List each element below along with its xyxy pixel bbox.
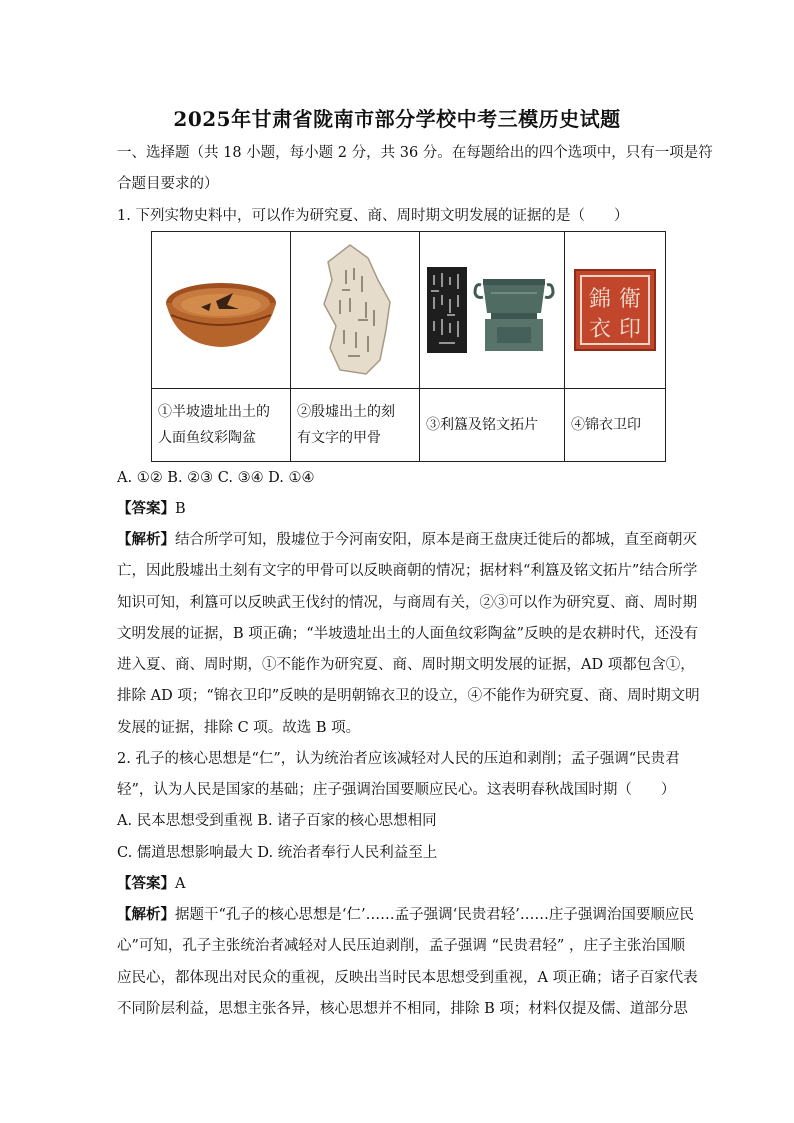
analysis-text: 据题干“孔子的核心思想是‘仁’……孟子强调‘民贵君轻’……庄子强调治国要顺应民	[175, 907, 694, 923]
section-heading-line2: 合题目要求的）	[117, 176, 219, 192]
question-1-analysis-line-5: 进入夏、商、周时期，①不能作为研究夏、商、周时期文明发展的证据，AD 项都包含①，	[117, 657, 695, 673]
seal-char-4: 印	[618, 317, 642, 342]
caption-1-line-1: ①半坡遗址出土的	[158, 404, 270, 420]
page-title: 2025年甘肃省陇南市部分学校中考三模历史试题	[173, 107, 621, 131]
oracle-bone-image	[310, 240, 400, 380]
question-1-answer	[117, 499, 687, 519]
seal-image	[573, 268, 657, 352]
caption-2-line-2: 有文字的甲骨	[297, 430, 381, 446]
caption-1-line-2: 人面鱼纹彩陶盆	[158, 430, 256, 446]
question-2-analysis-line-2: 心”可知，孔子主张统治者减轻对人民压迫剥削，孟子强调 “民贵君轻” ，庄子主张治国顺	[117, 938, 685, 954]
analysis-label: 【解析】	[117, 906, 175, 923]
question-1-analysis-line-7: 发展的证据，排除 C 项。故选 B 项。	[117, 720, 361, 736]
question-2-options-line-1: A. 民本思想受到重视 B. 诸子百家的核心思想相同	[117, 813, 437, 829]
question-1-analysis-line-3: 知识可知，利簋可以反映武王伐纣的情况，与商周有关，②③可以作为研究夏、商、周时期	[117, 595, 697, 611]
artifact-image-li-gui-and-rubbing	[420, 232, 565, 389]
caption-cell-2	[291, 389, 420, 462]
question-2-stem-line-1: 2. 孔子的核心思想是“仁”，认为统治者应该减轻对人民的压迫和剥削；孟子强调“民贵君	[117, 751, 680, 767]
question-1-analysis-line-4: 文明发展的证据，B 项正确；“半坡遗址出土的人面鱼纹彩陶盆”反映的是农耕时代，还没有	[117, 626, 699, 642]
artifact-image-oracle-bone	[291, 232, 420, 389]
question-2-analysis-line-4: 不同阶层利益，思想主张各异，核心思想并不相同，排除 B 项；材料仅提及儒、道部分思	[117, 1001, 688, 1017]
caption-4-line-1: ④锦衣卫印	[571, 417, 641, 433]
caption-3-line-1: ③利簋及铭文拓片	[426, 417, 538, 433]
caption-2-line-1: ②殷墟出土的刻	[297, 404, 395, 420]
question-2-stem-line-2: 轻”，认为人民是国家的基础；庄子强调治国要顺应民心。这表明春秋战国时期（ ）	[117, 782, 676, 798]
question-1-analysis-line-2: 亡，因此殷墟出土刻有文字的甲骨可以反映商朝的情况；据材料“利簋及铭文拓片”结合所学	[117, 563, 698, 579]
question-2-analysis-line-1	[117, 905, 694, 925]
question-1-analysis-line-6: 排除 AD 项；“锦衣卫印”反映的是明朝锦衣卫的设立，④不能作为研究夏、商、周时期文明	[117, 688, 700, 704]
artifact-table	[151, 231, 666, 462]
question-2-answer	[117, 874, 687, 894]
caption-cell-3	[420, 389, 565, 462]
caption-cell-4	[565, 389, 666, 462]
analysis-text: 结合所学可知，殷墟位于今河南安阳，原本是商王盘庚迁徙后的都城，直至商朝灭	[175, 532, 697, 548]
answer-value: A	[175, 876, 186, 892]
analysis-label: 【解析】	[117, 531, 175, 548]
answer-label: 【答案】	[117, 500, 175, 517]
seal-char-1: 錦	[588, 287, 612, 312]
question-2-options-line-2: C. 儒道思想影响最大 D. 统治者奉行人民利益至上	[117, 845, 438, 861]
seal-char-3: 衣	[588, 317, 612, 342]
artifact-image-jinyiwei-seal	[565, 232, 666, 389]
question-1-stem: 1. 下列实物史料中，可以作为研究夏、商、周时期文明发展的证据的是（ ）	[117, 208, 629, 224]
answer-label: 【答案】	[117, 875, 175, 892]
answer-value: B	[175, 501, 186, 517]
caption-cell-1	[152, 389, 291, 462]
pottery-basin-image	[161, 265, 281, 355]
question-1-options: A. ①② B. ②③ C. ③④ D. ①④	[117, 470, 315, 486]
question-2-analysis-line-3: 应民心，都体现出对民众的重视，反映出当时民本思想受到重视，A 项正确；诸子百家代表	[117, 970, 698, 986]
section-heading-line1: 一、选择题（共 18 小题，每小题 2 分，共 36 分。在每题给出的四个选项中，只有一项是符	[117, 145, 713, 161]
question-1-analysis-line-1	[117, 530, 697, 550]
seal-char-2: 衛	[618, 287, 642, 312]
li-gui-image	[425, 265, 559, 355]
artifact-image-painted-pottery-basin	[152, 232, 291, 389]
